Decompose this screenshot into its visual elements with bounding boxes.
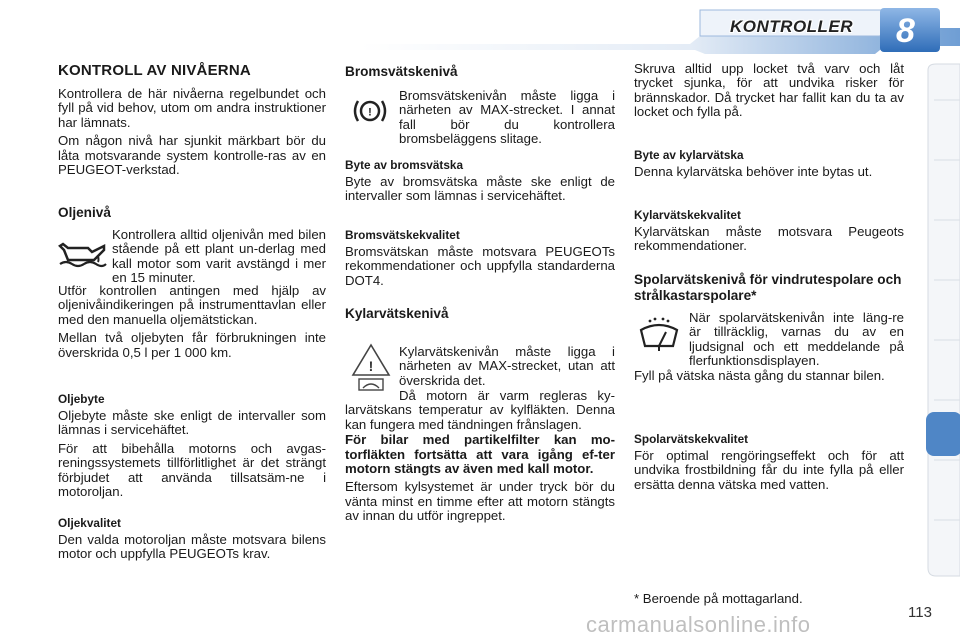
oil-level-paragraph-3: Mellan två oljebyten får förbrukningen inte överskrida 0,5 l per 1 000 km. [58,330,326,360]
brake-warning-icon [350,96,390,126]
coolant-warning-paragraph: För bilar med partikelfilter kan mo-torfläkten fortsätta att vara igång ef-ter motorn stängts av även med kall motor. [345,432,615,477]
coolant-change-heading: Byte av kylarvätska [634,148,744,162]
coolant-section-lower [345,389,615,524]
page-number: 113 [908,604,932,621]
oil-change-section [58,392,326,499]
coolant-change-paragraph: Denna kylarvätska behöver inte bytas ut. [634,164,873,179]
brake-change-section [345,158,615,204]
oil-level-heading: Oljenivå [58,205,111,221]
chapter-tabs [924,60,960,580]
washer-quality-section [634,432,904,492]
oil-quality-heading: Oljekvalitet [58,516,121,530]
coolant-icon-text-2: Då motorn är varm regleras ky-larvätskans temperatur av kylfläkten. Denna kan fungera med tändningen frånslagen. [345,388,615,432]
brake-quality-section [345,228,615,288]
column-1 [58,62,326,220]
column-1-lower [58,284,326,360]
coolant-paragraph-3: Eftersom kylsystemet är under tryck bör du vänta minst en timme efter att motorn stängts av innan du utför ingreppet. [345,479,615,524]
brake-change-heading: Byte av bromsvätska [345,158,464,172]
washer-quality-paragraph: För optimal rengöringseffekt och för att undvika frostbildning får du inte fylla på eller ersätta denna vätska med vatten. [634,448,904,492]
washer-fluid-paragraph-2: Fyll på vätska nästa gång du stannar bilen. [634,368,885,383]
active-chapter-tab [926,412,960,456]
oil-level-icon-text: Kontrollera alltid oljenivån med bilen stående på ett plant un-derlag med kall motor som varit avstängd i mer en 15 minuter. [112,227,326,286]
brake-quality-heading: Bromsvätskekvalitet [345,228,460,242]
chapter-title: KONTROLLER [730,17,854,36]
washer-quality-heading: Spolarvätskekvalitet [634,432,749,446]
oil-can-icon [58,236,108,268]
coolant-quality-paragraph: Kylarvätskan måste motsvara Peugeots rekommendationer. [634,224,904,254]
coolant-warning-icon [350,342,392,392]
svg-text:!: ! [368,358,374,374]
oil-quality-paragraph: Den valda motoroljan måste motsvara bilens motor och uppfylla PEUGEOTs krav. [58,532,326,562]
oil-change-paragraph-1: Oljebyte måste ske enligt de intervaller som lämnas i servicehäftet. [58,408,326,438]
section-heading: KONTROLL AV NIVÅERNA [58,62,251,79]
coolant-quality-section [634,208,904,254]
coolant-icon-text-1: Kylarvätskenivån måste ligga i närheten av MAX-strecket, utan att överskrida det. [399,344,615,388]
coolant-quality-heading: Kylarvätskekvalitet [634,208,741,222]
washer-fluid-icon [638,316,680,352]
intro-paragraph-2: Om någon nivå har sjunkit märkbart bör du låta motsvarande system kontrolle-ras av en PEUGEOT-verkstad. [58,133,326,178]
coolant-paragraph-4: Skruva alltid upp locket två varv och låt trycket sjunka, för att undvika risker för brännskador. Då trycket har fallit kan du ta av locket och fylla på. [634,61,904,120]
footnote: * Beroende på mottagarland. [634,591,803,606]
coolant-change-section [634,148,904,179]
washer-fluid-heading: Spolarvätskenivå för vindrutespolare och strålkastarspolare* [634,272,902,303]
brake-fluid-heading: Bromsvätskenivå [345,64,458,79]
brake-change-paragraph: Byte av bromsvätska måste ske enligt de intervaller som lämnas i servicehäftet. [345,174,615,204]
svg-text:!: ! [368,106,372,119]
brake-quality-paragraph: Bromsvätskan måste motsvara PEUGEOTs rekommendationer och uppfylla standarderna DOT4. [345,244,615,288]
brake-fluid-icon-text: Bromsvätskenivån måste ligga i närheten av MAX-strecket. I annat fall bör du kontrollera bromsbeläggens slitage. [399,88,615,147]
oil-quality-section [58,516,326,562]
washer-fluid-icon-text: När spolarvätskenivån inte läng-re är tillräcklig, varnas du av en ljudsignal och ett meddelande på flerfunktionsdisplayen. [689,310,904,369]
oil-change-paragraph-2: För att bibehålla motorns och avgas-reningssystemets tillförlitlighet är det strängt förbjudet att använda tillsatsäm-ne i motoroljan. [58,440,326,500]
coolant-level-heading: Kylarvätskenivå [345,306,449,321]
chapter-number: 8 [896,12,915,50]
watermark: carmanualsonline.info [586,612,811,637]
intro-paragraph-1: Kontrollera de här nivåerna regelbundet och fyll på vid behov, utom om andra instruktioner har lämnats. [58,86,326,130]
oil-level-paragraph-2: Utför kontrollen antingen med hjälp av oljenivåindikeringen på instrumenttavlan eller med den manuella oljemätstickan. [58,283,326,327]
oil-change-heading: Oljebyte [58,392,105,406]
